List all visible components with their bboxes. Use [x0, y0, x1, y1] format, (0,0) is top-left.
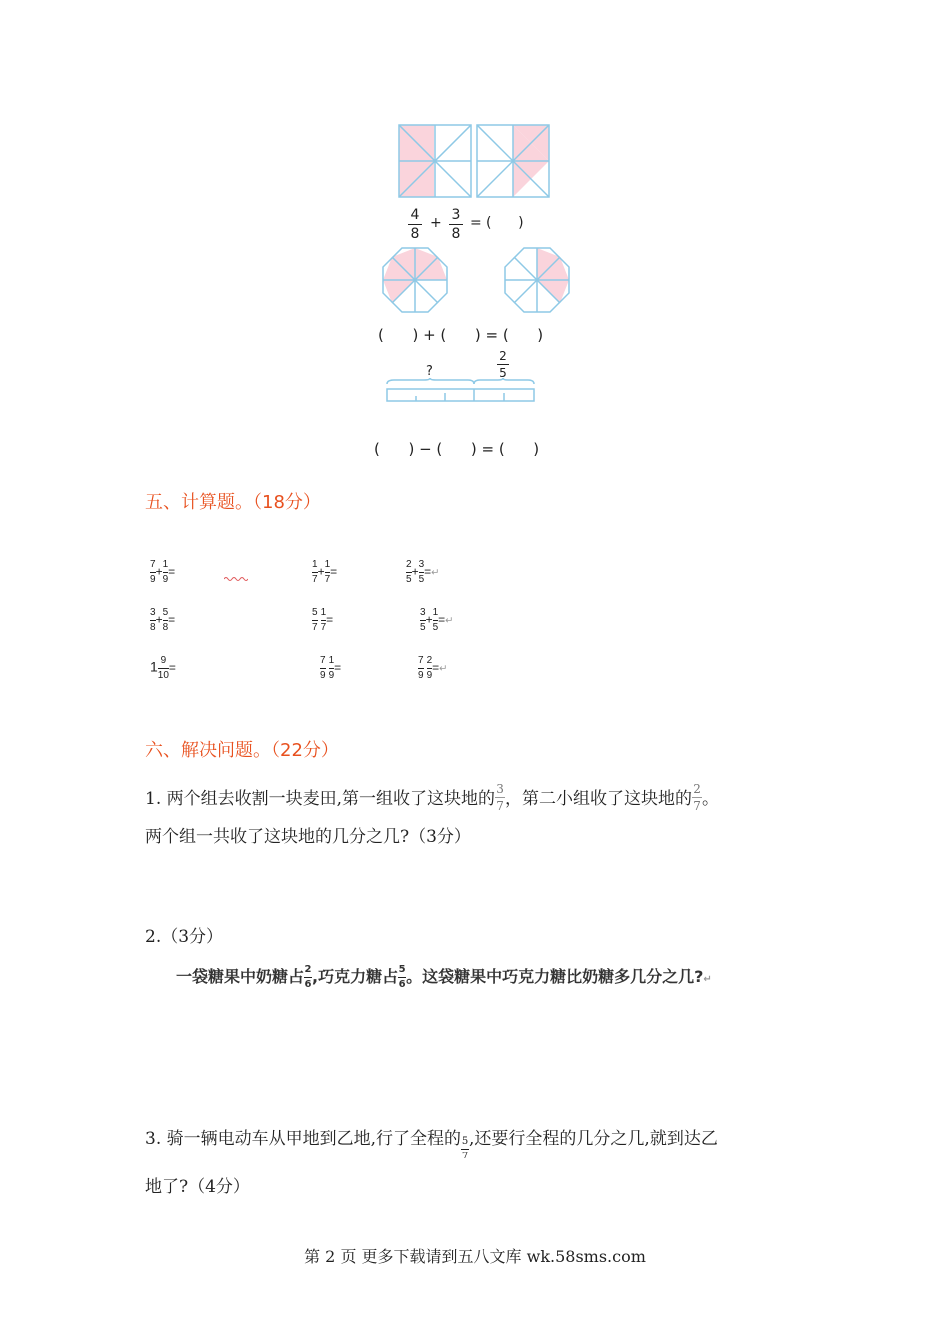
page-footer: 第 2 页 更多下载请到五八文库 wk.58sms.com	[304, 1247, 646, 1266]
q2-fraction-2	[398, 965, 406, 990]
q2-text-b: ,巧克力糖占	[312, 967, 399, 986]
q3-text-a: 3. 骑一辆电动车从甲地到乙地,行了全程的	[145, 1129, 462, 1149]
fraction-bar	[497, 364, 509, 365]
fraction-bar	[321, 620, 327, 621]
calc-fraction	[312, 608, 318, 633]
brace-frac-den: 5	[499, 366, 507, 380]
rect-eq-b-den: 8	[451, 226, 461, 242]
calc-operator: +	[155, 612, 163, 627]
calc-equals: =	[438, 612, 446, 627]
calc-denominator: 7	[312, 622, 318, 633]
q2-text-c: 。这袋糖果中巧克力糖比奶糖多几分之几?	[406, 967, 704, 986]
q3-f-num: 5	[461, 1136, 469, 1147]
calc-equals: =	[330, 564, 338, 579]
calc-fraction	[325, 560, 331, 585]
calc-denominator: 5	[406, 574, 412, 585]
calc-operator: +	[317, 564, 325, 579]
q1-f1-den: 7	[496, 799, 504, 813]
fraction-bar	[312, 572, 318, 573]
calc-denominator: 5	[420, 622, 426, 633]
calc-item	[418, 656, 448, 681]
calc-denominator: 5	[418, 574, 425, 585]
calc-denominator: 9	[426, 670, 433, 681]
calc-fraction	[433, 608, 439, 633]
brace-question-mark: ?	[426, 364, 433, 379]
fraction-bar	[158, 668, 169, 669]
calc-item	[312, 608, 333, 633]
calc-numerator: 5	[162, 607, 169, 618]
spellcheck-squiggle	[224, 576, 248, 582]
question-3-line-1	[145, 1124, 718, 1158]
calc-item	[312, 560, 337, 585]
fraction-bar	[420, 620, 426, 621]
calc-item	[150, 656, 176, 681]
brace-bar-figure	[384, 378, 536, 404]
q2-f1-den: 6	[304, 979, 312, 990]
calc-fraction	[418, 656, 424, 681]
calc-numerator: 2	[426, 655, 433, 666]
question-1-line-1	[145, 784, 719, 814]
calc-operator: +	[411, 564, 419, 579]
calc-numerator: 1	[320, 607, 327, 618]
calc-numerator: 7	[150, 559, 156, 570]
calc-equals: =	[168, 564, 176, 579]
section-six-heading: 六、解决问题。（22分）	[145, 740, 339, 761]
fraction-bar	[692, 797, 702, 798]
calc-fraction	[420, 608, 426, 633]
q2-f2-den: 6	[398, 979, 406, 990]
calc-item	[150, 560, 175, 585]
calc-denominator: 9	[320, 670, 326, 681]
q3-text-b: ,还要行全程的几分之几,就到达乙	[469, 1129, 718, 1149]
q2-text-a: 一袋糖果中奶糖占	[176, 967, 305, 986]
calc-denominator: 8	[150, 622, 156, 633]
calc-whole-number: 1	[150, 658, 158, 675]
calc-fraction	[312, 560, 318, 585]
fraction-bar	[163, 572, 169, 573]
calc-operator: +	[155, 564, 163, 579]
fraction-bar	[406, 572, 412, 573]
calc-numerator: 9	[160, 655, 167, 666]
fraction-bar	[449, 224, 463, 225]
rect-eq-answer-blank: ( )	[486, 215, 524, 231]
calc-item	[320, 656, 341, 681]
q1-f2-num: 2	[693, 782, 701, 796]
calc-fraction	[321, 608, 327, 633]
subtract-equation: ( ) − ( ) = ( )	[374, 440, 540, 458]
octagon-equation: ( ) + ( ) = ( )	[378, 326, 544, 344]
calc-equals: =	[334, 660, 342, 675]
fraction-bar	[150, 620, 156, 621]
calc-fraction	[406, 560, 412, 585]
fraction-bar	[320, 668, 326, 669]
calc-fraction	[163, 608, 169, 633]
calc-numerator: 1	[328, 655, 335, 666]
calc-numerator: 1	[312, 559, 318, 570]
fraction-bar	[433, 620, 439, 621]
rect-eq-a-den: 8	[410, 226, 420, 242]
fraction-bar	[461, 1149, 469, 1150]
calc-fraction	[163, 560, 169, 585]
q3-fraction	[461, 1137, 469, 1158]
calc-numerator: 1	[324, 559, 331, 570]
brace-fraction	[497, 350, 509, 379]
section-five-heading: 五、计算题。（18分）	[145, 492, 321, 513]
fraction-bar	[398, 977, 406, 978]
fraction-bar	[408, 224, 422, 225]
fraction-bar	[325, 572, 331, 573]
calc-denominator: 9	[162, 574, 169, 585]
calc-denominator: 7	[320, 622, 327, 633]
calc-item	[406, 560, 440, 585]
calc-equals: =	[432, 660, 440, 675]
question-2-text	[176, 964, 712, 990]
q1-text-c: 。	[702, 789, 720, 809]
q1-fraction-1	[495, 783, 505, 812]
fraction-bar	[150, 572, 156, 573]
calc-numerator: 2	[406, 559, 412, 570]
rect-eq-b-num: 3	[451, 207, 461, 223]
calc-denominator: 9	[328, 670, 335, 681]
calc-fraction	[150, 608, 156, 633]
rect-eq-a-num: 4	[410, 207, 420, 223]
calc-denominator: 10	[157, 670, 169, 681]
calc-numerator: 7	[418, 655, 424, 666]
calc-item	[420, 608, 454, 633]
fraction-bar	[163, 620, 169, 621]
fraction-bar	[495, 797, 505, 798]
calc-equals: =	[168, 660, 176, 675]
question-1-line-2: 两个组一共收了这块地的几分之几?（3分）	[145, 827, 471, 847]
calc-fraction	[320, 656, 326, 681]
calc-denominator: 8	[162, 622, 169, 633]
q2-f2-num: 5	[398, 964, 406, 975]
q2-f1-num: 2	[304, 964, 312, 975]
rect-eq-plus: +	[430, 215, 442, 231]
question-3-line-2: 地了?（4分）	[145, 1177, 250, 1197]
calc-denominator: 7	[312, 574, 318, 585]
calc-numerator: 1	[162, 559, 169, 570]
calc-numerator: 3	[418, 559, 425, 570]
q1-f2-den: 7	[693, 799, 701, 813]
q2-fraction-1	[304, 965, 312, 990]
calc-fraction	[329, 656, 335, 681]
calc-fraction	[150, 560, 156, 585]
rect-eq-equals: =	[470, 215, 482, 231]
calc-numerator: 1	[432, 607, 439, 618]
rect-eq-frac-a	[408, 208, 422, 241]
calc-numerator: 5	[312, 607, 318, 618]
question-2-label: 2.（3分）	[145, 927, 224, 947]
calc-denominator: 9	[150, 574, 156, 585]
fraction-bar	[419, 572, 425, 573]
calc-denominator: 5	[432, 622, 439, 633]
octagons-figure	[380, 246, 576, 314]
q1-f1-num: 3	[496, 782, 504, 796]
fraction-bar	[312, 620, 318, 621]
q1-text-a: 1. 两个组去收割一块麦田,第一组收了这块地的	[145, 789, 496, 809]
return-mark-icon: ↵	[439, 663, 448, 675]
return-mark-icon: ↵	[431, 567, 440, 579]
fraction-bar	[418, 668, 424, 669]
calc-fraction	[419, 560, 425, 585]
fraction-bar	[304, 977, 312, 978]
q1-fraction-2	[692, 783, 702, 812]
calc-operator: +	[425, 612, 433, 627]
brace-frac-num: 2	[499, 349, 507, 363]
fraction-bar	[427, 668, 433, 669]
calc-fraction	[427, 656, 433, 681]
calc-equals: =	[424, 564, 432, 579]
return-mark-icon: ↵	[445, 615, 454, 627]
calc-fraction	[158, 656, 169, 681]
calc-numerator: 3	[150, 607, 156, 618]
calc-numerator: 3	[420, 607, 426, 618]
q3-f-den: 7	[461, 1152, 469, 1158]
calc-denominator: 9	[418, 670, 424, 681]
q1-text-b: ，第二小组收了这块地的	[505, 789, 693, 809]
calc-denominator: 7	[324, 574, 331, 585]
return-mark-icon: ↵	[703, 974, 712, 985]
rect-eq-frac-b	[449, 208, 463, 241]
calc-numerator: 7	[320, 655, 326, 666]
calc-equals: =	[168, 612, 176, 627]
calc-equals: =	[326, 612, 334, 627]
rectangles-figure	[398, 124, 552, 198]
fraction-bar	[329, 668, 335, 669]
calc-item	[150, 608, 175, 633]
